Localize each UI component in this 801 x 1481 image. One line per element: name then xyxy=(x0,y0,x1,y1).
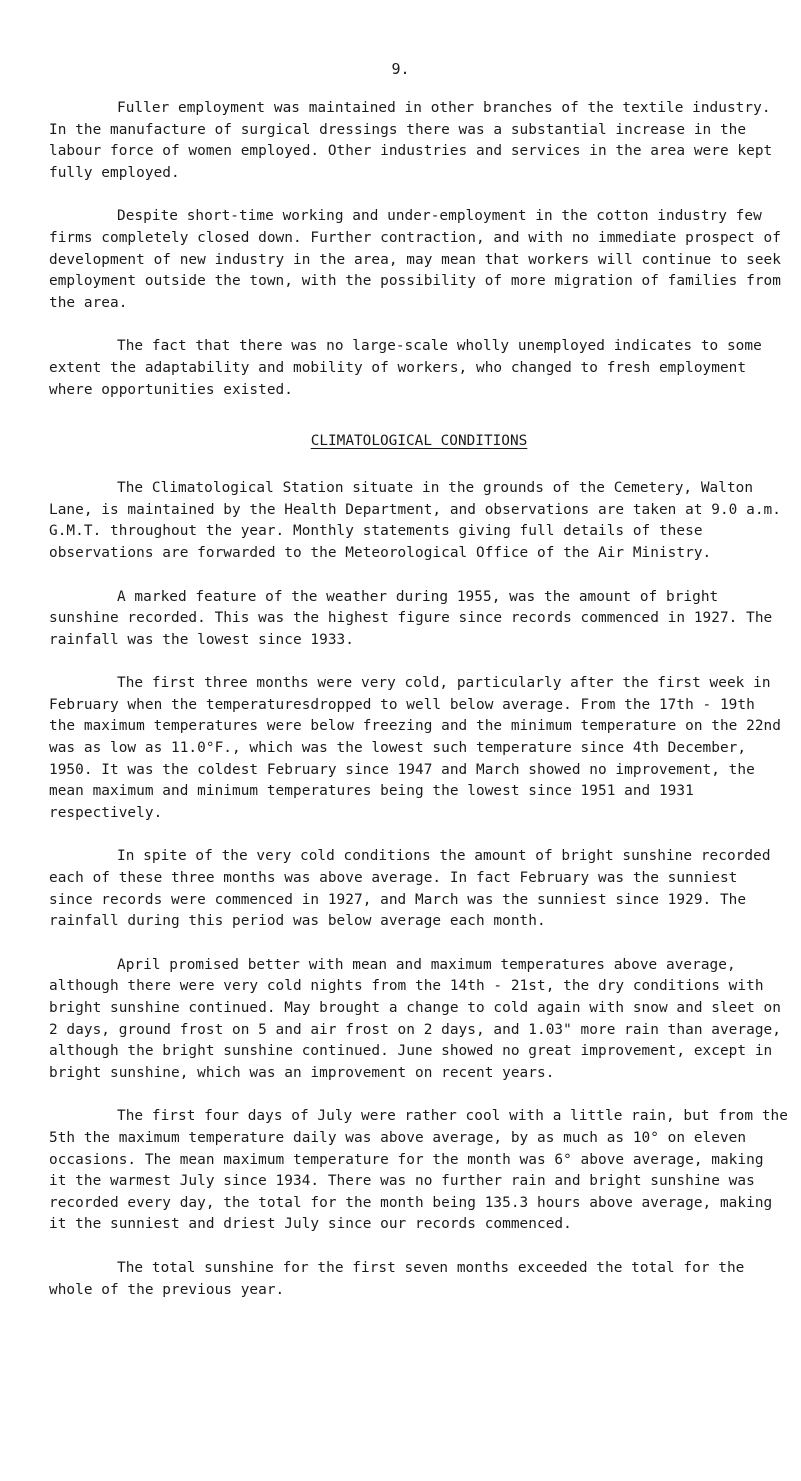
paragraph-text: The Climatological Station situate in the grounds of the Cemetery, Walton Lane, is maintained by the Health Department, and observations are taken at 9.0 a.m. G.M.T. throughout the year. Monthly statements giving full details of these observations are forwarded to the Meteorological Office of the Air Ministry. xyxy=(49,480,781,561)
paragraph-station xyxy=(49,478,789,564)
document-body xyxy=(49,98,789,1323)
paragraph-text: The fact that there was no large-scale wholly unemployed indicates to some extent the adaptability and mobility of workers, who changed to fresh employment where opportunities existed. xyxy=(49,338,762,398)
paragraph-text: Fuller employment was maintained in other branches of the textile industry. In the manufacture of surgical dressings there was a substantial increase in the labour force of women employed. Other industries and services in the area were kept fully employed. xyxy=(49,100,773,181)
paragraph-short-time-working xyxy=(49,206,789,314)
paragraph-sunshine-1955 xyxy=(49,587,789,652)
paragraph-first-three-months xyxy=(49,673,789,824)
section-heading-text: CLIMATOLOGICAL CONDITIONS xyxy=(310,433,528,450)
paragraph-adaptability xyxy=(49,336,789,401)
section-heading xyxy=(49,431,789,452)
paragraph-text: Despite short-time working and under-employment in the cotton industry few firms completely closed down. Further contraction, and with no immediate prospect of development of new industry in the area, may mean that workers will continue to seek employment outside the town, with the possibility of more migration of families from the area. xyxy=(49,208,781,311)
paragraph-total-sunshine xyxy=(49,1258,789,1301)
paragraph-july xyxy=(49,1106,789,1236)
paragraph-employment-textile xyxy=(49,98,789,184)
paragraph-text: The first three months were very cold, particularly after the first week in February when the temperaturesdropped to well below average. From the 17th - 19th the maximum temperatures were below freezing and the minimum temperature on the 22nd was as low as 11.0°F., which was the lowest such temperature since 4th December, 1950. It was the coldest February since 1947 and March showed no improvement, the mean maximum and minimum temperatures being the lowest since 1951 and 1931 respectively. xyxy=(49,675,781,821)
paragraph-april-june xyxy=(49,955,789,1085)
paragraph-text: April promised better with mean and maximum temperatures above average, although there were very cold nights from the 14th - 21st, the dry conditions with bright sunshine continued. May brought a change to cold again with snow and sleet on 2 days, ground frost on 5 and air frost on 2 days, and 1.03" more rain than average, although the bright sunshine continued. June showed no great improvement, except in bright sunshine, which was an improvement on recent years. xyxy=(49,956,781,1081)
paragraph-text: The first four days of July were rather cool with a little rain, but from the 5th the maximum temperature daily was above average, by as much as 10° on eleven occasions. The mean maximum temperature for the month was 6° above average, making it the warmest July since 1934. There was no further rain and bright sunshine was recorded every day, the total for the month being 135.3 hours above average, making it the sunniest and driest July since our records commenced. xyxy=(49,1108,788,1233)
paragraph-cold-conditions xyxy=(49,846,789,932)
paragraph-text: In spite of the very cold conditions the amount of bright sunshine recorded each of these three months was above average. In fact February was the sunniest since records were commenced in 1927, and March was the sunniest since 1929. The rainfall during this period was below average each month. xyxy=(49,848,771,930)
paragraph-text: A marked feature of the weather during 1955, was the amount of bright sunshine recorded. This was the highest figure since records commenced in 1927. The rainfall was the lowest since 1933. xyxy=(49,588,773,648)
paragraph-text: The total sunshine for the first seven months exceeded the total for the whole of the previous year. xyxy=(49,1259,745,1298)
page-number: 9. xyxy=(391,60,410,78)
